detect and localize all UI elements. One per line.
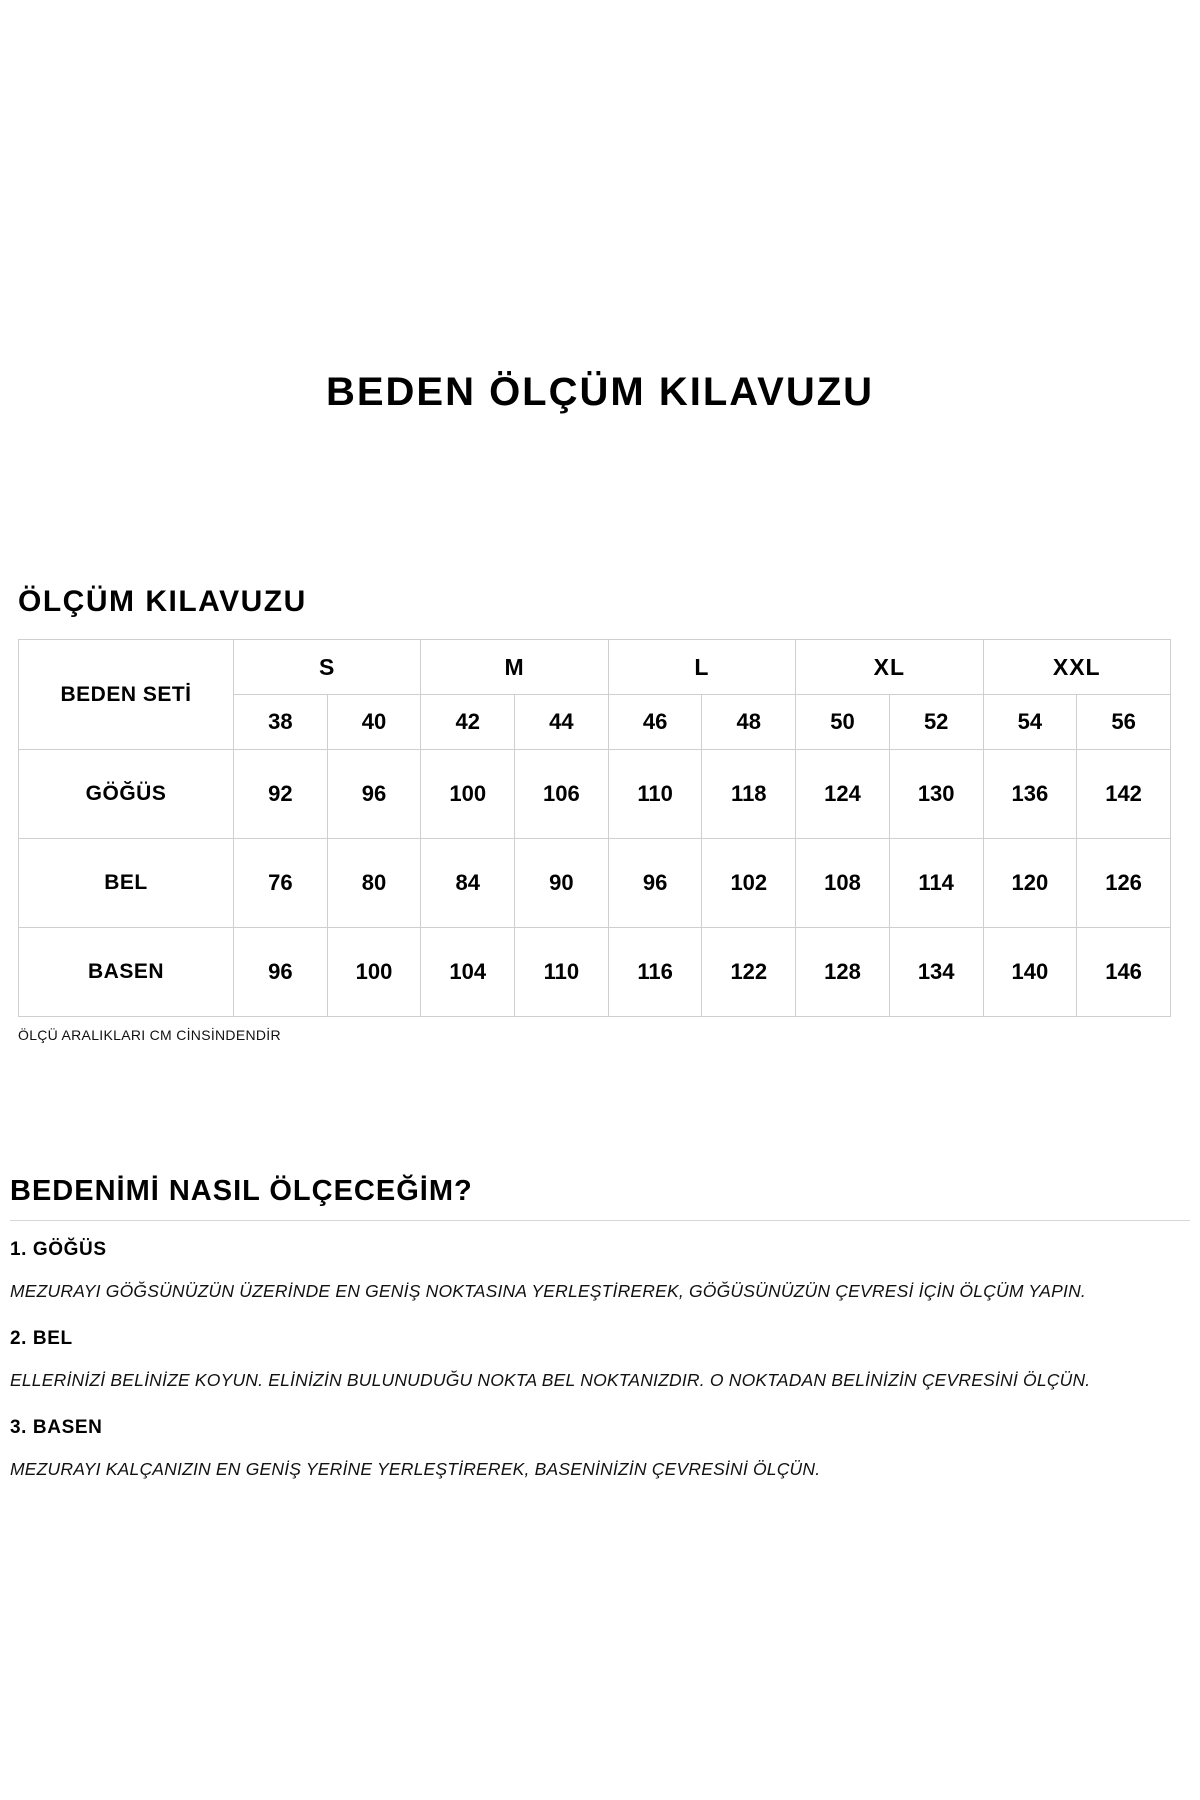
numeric-size: 44 [515, 695, 609, 750]
measurement-value: 104 [421, 928, 515, 1017]
measurement-value: 100 [421, 750, 515, 839]
measurement-value: 110 [515, 928, 609, 1017]
size-group-header: XXL [983, 640, 1170, 695]
numeric-size: 48 [702, 695, 796, 750]
measurement-value: 102 [702, 839, 796, 928]
measurement-value: 90 [515, 839, 609, 928]
measurement-value: 140 [983, 928, 1077, 1017]
measurement-value: 136 [983, 750, 1077, 839]
step-title: 3. BASEN [10, 1417, 103, 1438]
size-group-header: XL [796, 640, 983, 695]
row-label: GÖĞÜS [19, 750, 234, 839]
measurement-value: 106 [515, 750, 609, 839]
measurement-value: 96 [608, 839, 702, 928]
measurement-value: 124 [796, 750, 890, 839]
units-note: ÖLÇÜ ARALIKLARI CM CİNSİNDENDİR [18, 1027, 281, 1043]
table-row [19, 839, 1171, 928]
measurement-guide-section [18, 585, 1182, 1043]
step-text: MEZURAYI GÖĞSÜNÜZÜN ÜZERİNDE EN GENİŞ NOKTASINA YERLEŞTİREREK, GÖĞÜSÜNÜZÜN ÇEVRESİ İÇİN ÖLÇÜM YAPIN. [10, 1281, 1086, 1301]
measurement-value: 92 [234, 750, 328, 839]
measurement-value: 76 [234, 839, 328, 928]
measurement-guide-heading: ÖLÇÜM KILAVUZU [18, 585, 307, 618]
measurement-value: 80 [327, 839, 421, 928]
size-table [18, 639, 1171, 1017]
row-label-size-set: BEDEN SETİ [19, 640, 234, 750]
step-title: 2. BEL [10, 1328, 73, 1349]
table-row [19, 640, 1171, 695]
size-group-header: S [234, 640, 421, 695]
page-title: BEDEN ÖLÇÜM KILAVUZU [325, 370, 875, 414]
measurement-value: 96 [327, 750, 421, 839]
numeric-size: 56 [1077, 695, 1171, 750]
numeric-size: 40 [327, 695, 421, 750]
step-text: ELLERİNİZİ BELİNİZE KOYUN. ELİNİZİN BULUNUDUĞU NOKTA BEL NOKTANIZDIR. O NOKTADAN BELİNİZİN ÇEVRESİNİ ÖLÇÜN. [10, 1370, 1091, 1390]
measurement-value: 120 [983, 839, 1077, 928]
measurement-value: 108 [796, 839, 890, 928]
measurement-value: 146 [1077, 928, 1171, 1017]
size-group-header: M [421, 640, 608, 695]
how-to-measure-section [10, 1175, 1190, 1506]
measurement-value: 134 [889, 928, 983, 1017]
measurement-value: 142 [1077, 750, 1171, 839]
measurement-value: 100 [327, 928, 421, 1017]
measurement-value: 114 [889, 839, 983, 928]
measurement-value: 116 [608, 928, 702, 1017]
numeric-size: 54 [983, 695, 1077, 750]
numeric-size: 50 [796, 695, 890, 750]
measurement-value: 126 [1077, 839, 1171, 928]
row-label: BASEN [19, 928, 234, 1017]
numeric-size: 42 [421, 695, 515, 750]
measurement-value: 130 [889, 750, 983, 839]
measurement-value: 84 [421, 839, 515, 928]
step-title: 1. GÖĞÜS [10, 1239, 107, 1260]
numeric-size: 38 [234, 695, 328, 750]
row-label: BEL [19, 839, 234, 928]
numeric-size: 46 [608, 695, 702, 750]
measurement-value: 96 [234, 928, 328, 1017]
measurement-value: 122 [702, 928, 796, 1017]
table-row [19, 928, 1171, 1017]
measurement-value: 118 [702, 750, 796, 839]
size-group-header: L [608, 640, 795, 695]
section-divider [10, 1220, 1190, 1221]
measurement-value: 110 [608, 750, 702, 839]
numeric-size: 52 [889, 695, 983, 750]
table-row [19, 750, 1171, 839]
step-text: MEZURAYI KALÇANIZIN EN GENİŞ YERİNE YERLEŞTİREREK, BASENİNİZİN ÇEVRESİNİ ÖLÇÜN. [10, 1459, 821, 1479]
how-to-measure-heading: BEDENİMİ NASIL ÖLÇECEĞİM? [10, 1175, 473, 1207]
measurement-value: 128 [796, 928, 890, 1017]
